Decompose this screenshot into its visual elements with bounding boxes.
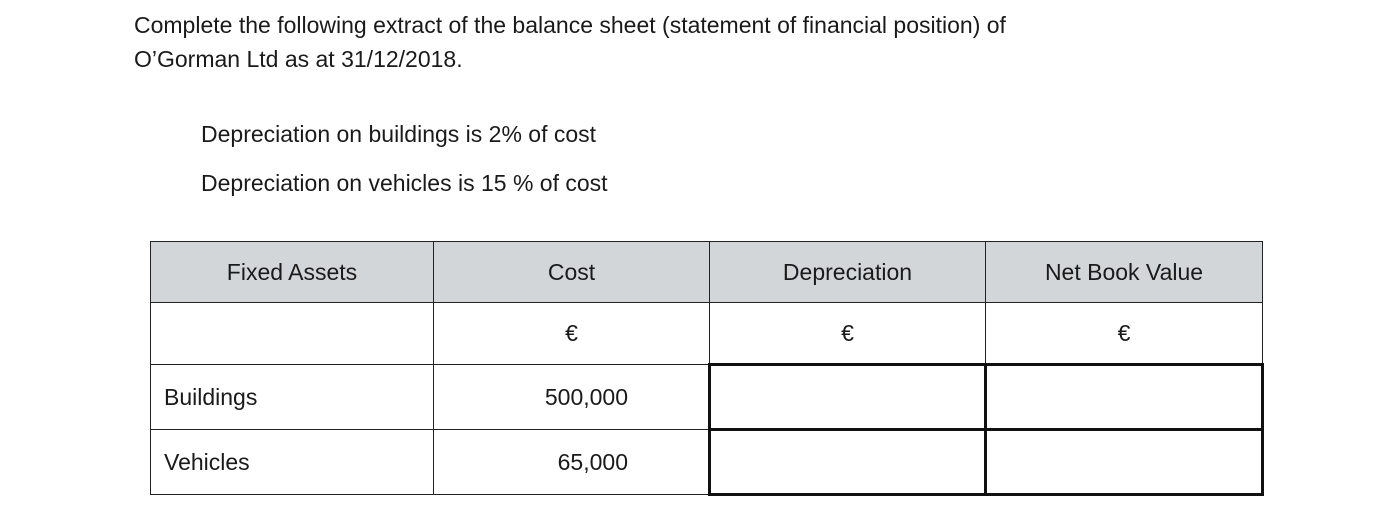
currency-cell-nbv: €: [986, 303, 1263, 365]
header-net-book-value: Net Book Value: [986, 242, 1263, 303]
currency-row: [151, 303, 1263, 365]
answer-box-buildings-depreciation[interactable]: [710, 365, 986, 430]
question-text: [134, 8, 1234, 76]
header-fixed-assets: Fixed Assets: [151, 242, 434, 303]
cost-vehicles: 65,000: [434, 430, 710, 495]
note-buildings-depreciation: Depreciation on buildings is 2% of cost: [201, 121, 597, 147]
balance-sheet-table: [150, 241, 1264, 496]
currency-cell-depreciation: €: [710, 303, 986, 365]
cost-buildings: 500,000: [434, 365, 710, 430]
answer-box-vehicles-nbv[interactable]: [986, 430, 1263, 495]
header-cost: Cost: [434, 242, 710, 303]
question-line-1: Complete the following extract of the balance sheet (statement of financial position) of: [134, 12, 1006, 38]
table-row-buildings: [151, 365, 1263, 430]
note-vehicles-depreciation: Depreciation on vehicles is 15 % of cost: [201, 170, 608, 196]
answer-box-buildings-nbv[interactable]: [986, 365, 1263, 430]
header-depreciation: Depreciation: [710, 242, 986, 303]
asset-vehicles: Vehicles: [151, 430, 434, 495]
currency-cell-blank: [151, 303, 434, 365]
answer-box-vehicles-depreciation[interactable]: [710, 430, 986, 495]
currency-cell-cost: €: [434, 303, 710, 365]
table-row-vehicles: [151, 430, 1263, 495]
question-line-2: O’Gorman Ltd as at 31/12/2018.: [134, 46, 463, 72]
table-header-row: [151, 242, 1263, 303]
asset-buildings: Buildings: [151, 365, 434, 430]
